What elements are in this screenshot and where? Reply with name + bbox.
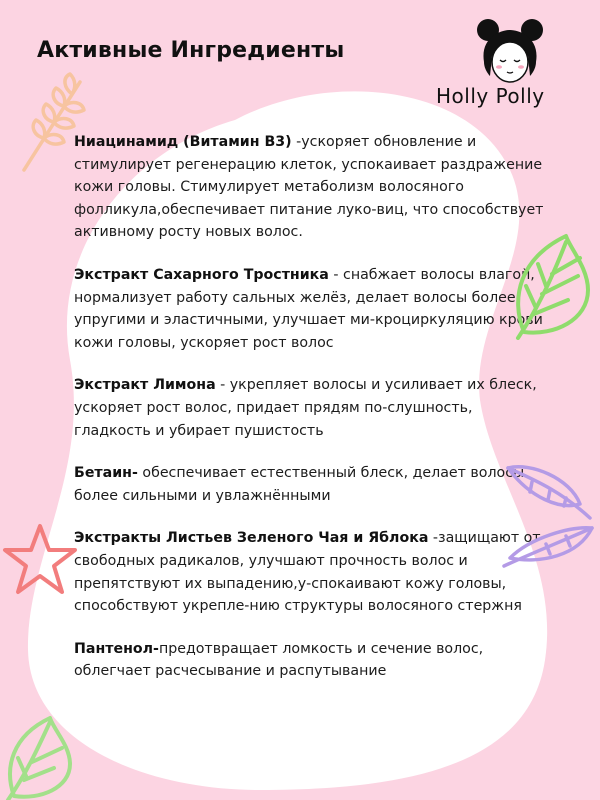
ingredient-description: -защищают от свободных радикалов, улучшают прочность волос и препятствуют их выпадению,у-спокаивают кожу головы, способствуют укрепле-нию структуры волосяного стержня — [74, 530, 541, 615]
page-title: Активные Ингредиенты — [37, 38, 345, 63]
ingredient-item — [74, 527, 544, 617]
leaf-icon — [2, 712, 76, 800]
leaf-icon — [508, 228, 596, 340]
ingredient-name: Бетаин- — [74, 465, 138, 482]
ingredient-description: - укрепляет волосы и усиливает их блеск, ускоряет рост волос, придает прядям по-слушность, гладкость и убирает пушистость — [74, 377, 537, 439]
wheat-icon — [14, 70, 94, 180]
ingredient-item — [74, 131, 544, 244]
girl-face-with-buns-icon — [470, 16, 550, 86]
ingredient-name: Экстракты Листьев Зеленого Чая и Яблока — [74, 530, 429, 547]
ingredient-description: -ускоряет обновление и стимулирует регенерацию клеток, успокаивает раздражение кожи головы. Стимулирует метаболизм волосяного фолликула,обеспечивает питание луко-виц, что способствует активному росту новых волос. — [74, 134, 544, 241]
ingredient-description: предотвращает ломкость и сечение волос, облегчает расчесывание и распутывание — [74, 640, 484, 680]
feather-icon — [500, 458, 596, 573]
ingredient-list — [74, 131, 544, 703]
ingredient-name: Экстракт Лимона — [74, 377, 216, 394]
ingredient-item — [74, 374, 544, 442]
ingredient-name: Пантенол- — [74, 640, 159, 657]
ingredient-name: Ниацинамид (Витамин В3) — [74, 134, 292, 150]
ingredient-item — [74, 638, 544, 683]
ingredient-description: - снабжает волосы влагой, нормализует работу сальных желёз, делает волосы более упругими и эластичными, улучшает ми-кроциркуляцию крови кожи головы, ускоряет рост волос — [74, 266, 543, 351]
ingredient-item — [74, 264, 544, 354]
ingredient-description: обеспечивает естественный блеск, делает волосы более сильными и увлажнёнными — [74, 465, 525, 504]
brand-name: Holly Polly — [436, 84, 545, 108]
ingredient-item — [74, 462, 544, 507]
ingredient-name: Экстракт Сахарного Тростника — [74, 266, 329, 283]
star-icon — [0, 520, 80, 600]
